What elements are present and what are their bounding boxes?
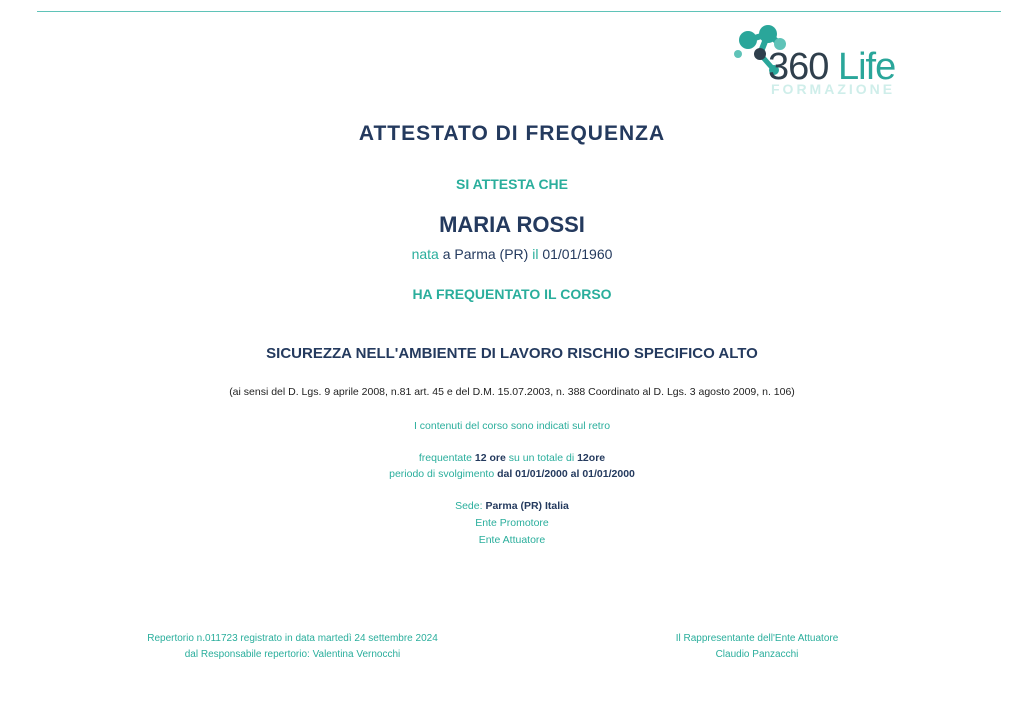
sede-line — [0, 500, 1024, 512]
contents-note: I contenuti del corso sono indicati sul retro — [413, 420, 611, 432]
birth-place: Parma (PR) — [454, 246, 529, 262]
representative-title: Il Rappresentante dell'Ente Attuatore — [675, 633, 839, 644]
hours-total-value: 12 — [577, 452, 589, 464]
sede-label: Sede: — [455, 500, 483, 512]
hours-total-label: su un totale di — [508, 452, 575, 464]
sede-value: Parma (PR) Italia — [485, 500, 569, 512]
repertorio-block — [110, 631, 475, 663]
logo-number: 360 — [768, 46, 829, 88]
period-line — [0, 468, 1024, 480]
at-label: a — [442, 246, 451, 262]
hours-attended-label: frequentate — [418, 452, 472, 464]
on-label: il — [532, 246, 539, 262]
certificate-title: ATTESTATO DI FREQUENZA — [358, 122, 666, 145]
period-value: dal 01/01/2000 al 01/01/2000 — [497, 468, 635, 480]
representative-name: Claudio Panzacchi — [715, 649, 799, 660]
repertorio-line-1: Repertorio n.011723 registrato in data martedì 24 settembre 2024 — [147, 633, 438, 644]
born-label: nata — [411, 246, 439, 262]
top-rule — [37, 11, 1001, 12]
repertorio-line-2: dal Responsabile repertorio: Valentina Vernocchi — [184, 649, 401, 660]
birth-date: 01/01/1960 — [542, 246, 613, 262]
course-title: SICUREZZA NELL'AMBIENTE DI LAVORO RISCHIO SPECIFICO ALTO — [266, 345, 758, 362]
period-label: periodo di svolgimento — [389, 468, 495, 480]
si-attesta-label: SI ATTESTA CHE — [456, 176, 568, 192]
logo-360-life — [730, 22, 955, 100]
ente-promotore: Ente Promotore — [475, 517, 549, 529]
hours-attended-value: 12 ore — [474, 452, 506, 464]
representative-block — [640, 631, 874, 663]
logo-subtitle: FORMAZIONE — [771, 81, 896, 97]
person-name: MARIA ROSSI — [439, 212, 585, 237]
attended-label: HA FREQUENTATO IL CORSO — [412, 286, 612, 302]
legal-reference: (ai sensi del D. Lgs. 9 aprile 2008, n.81 art. 45 e del D.M. 15.07.2003, n. 388 Coordinato al D. Lgs. 3 agosto 2009, n. 106) — [229, 386, 795, 398]
hours-total-unit: ore — [588, 452, 606, 464]
birth-line — [0, 246, 1024, 262]
logo-word: Life — [837, 46, 896, 88]
ente-attuatore: Ente Attuatore — [478, 534, 546, 546]
hours-line — [0, 452, 1024, 464]
